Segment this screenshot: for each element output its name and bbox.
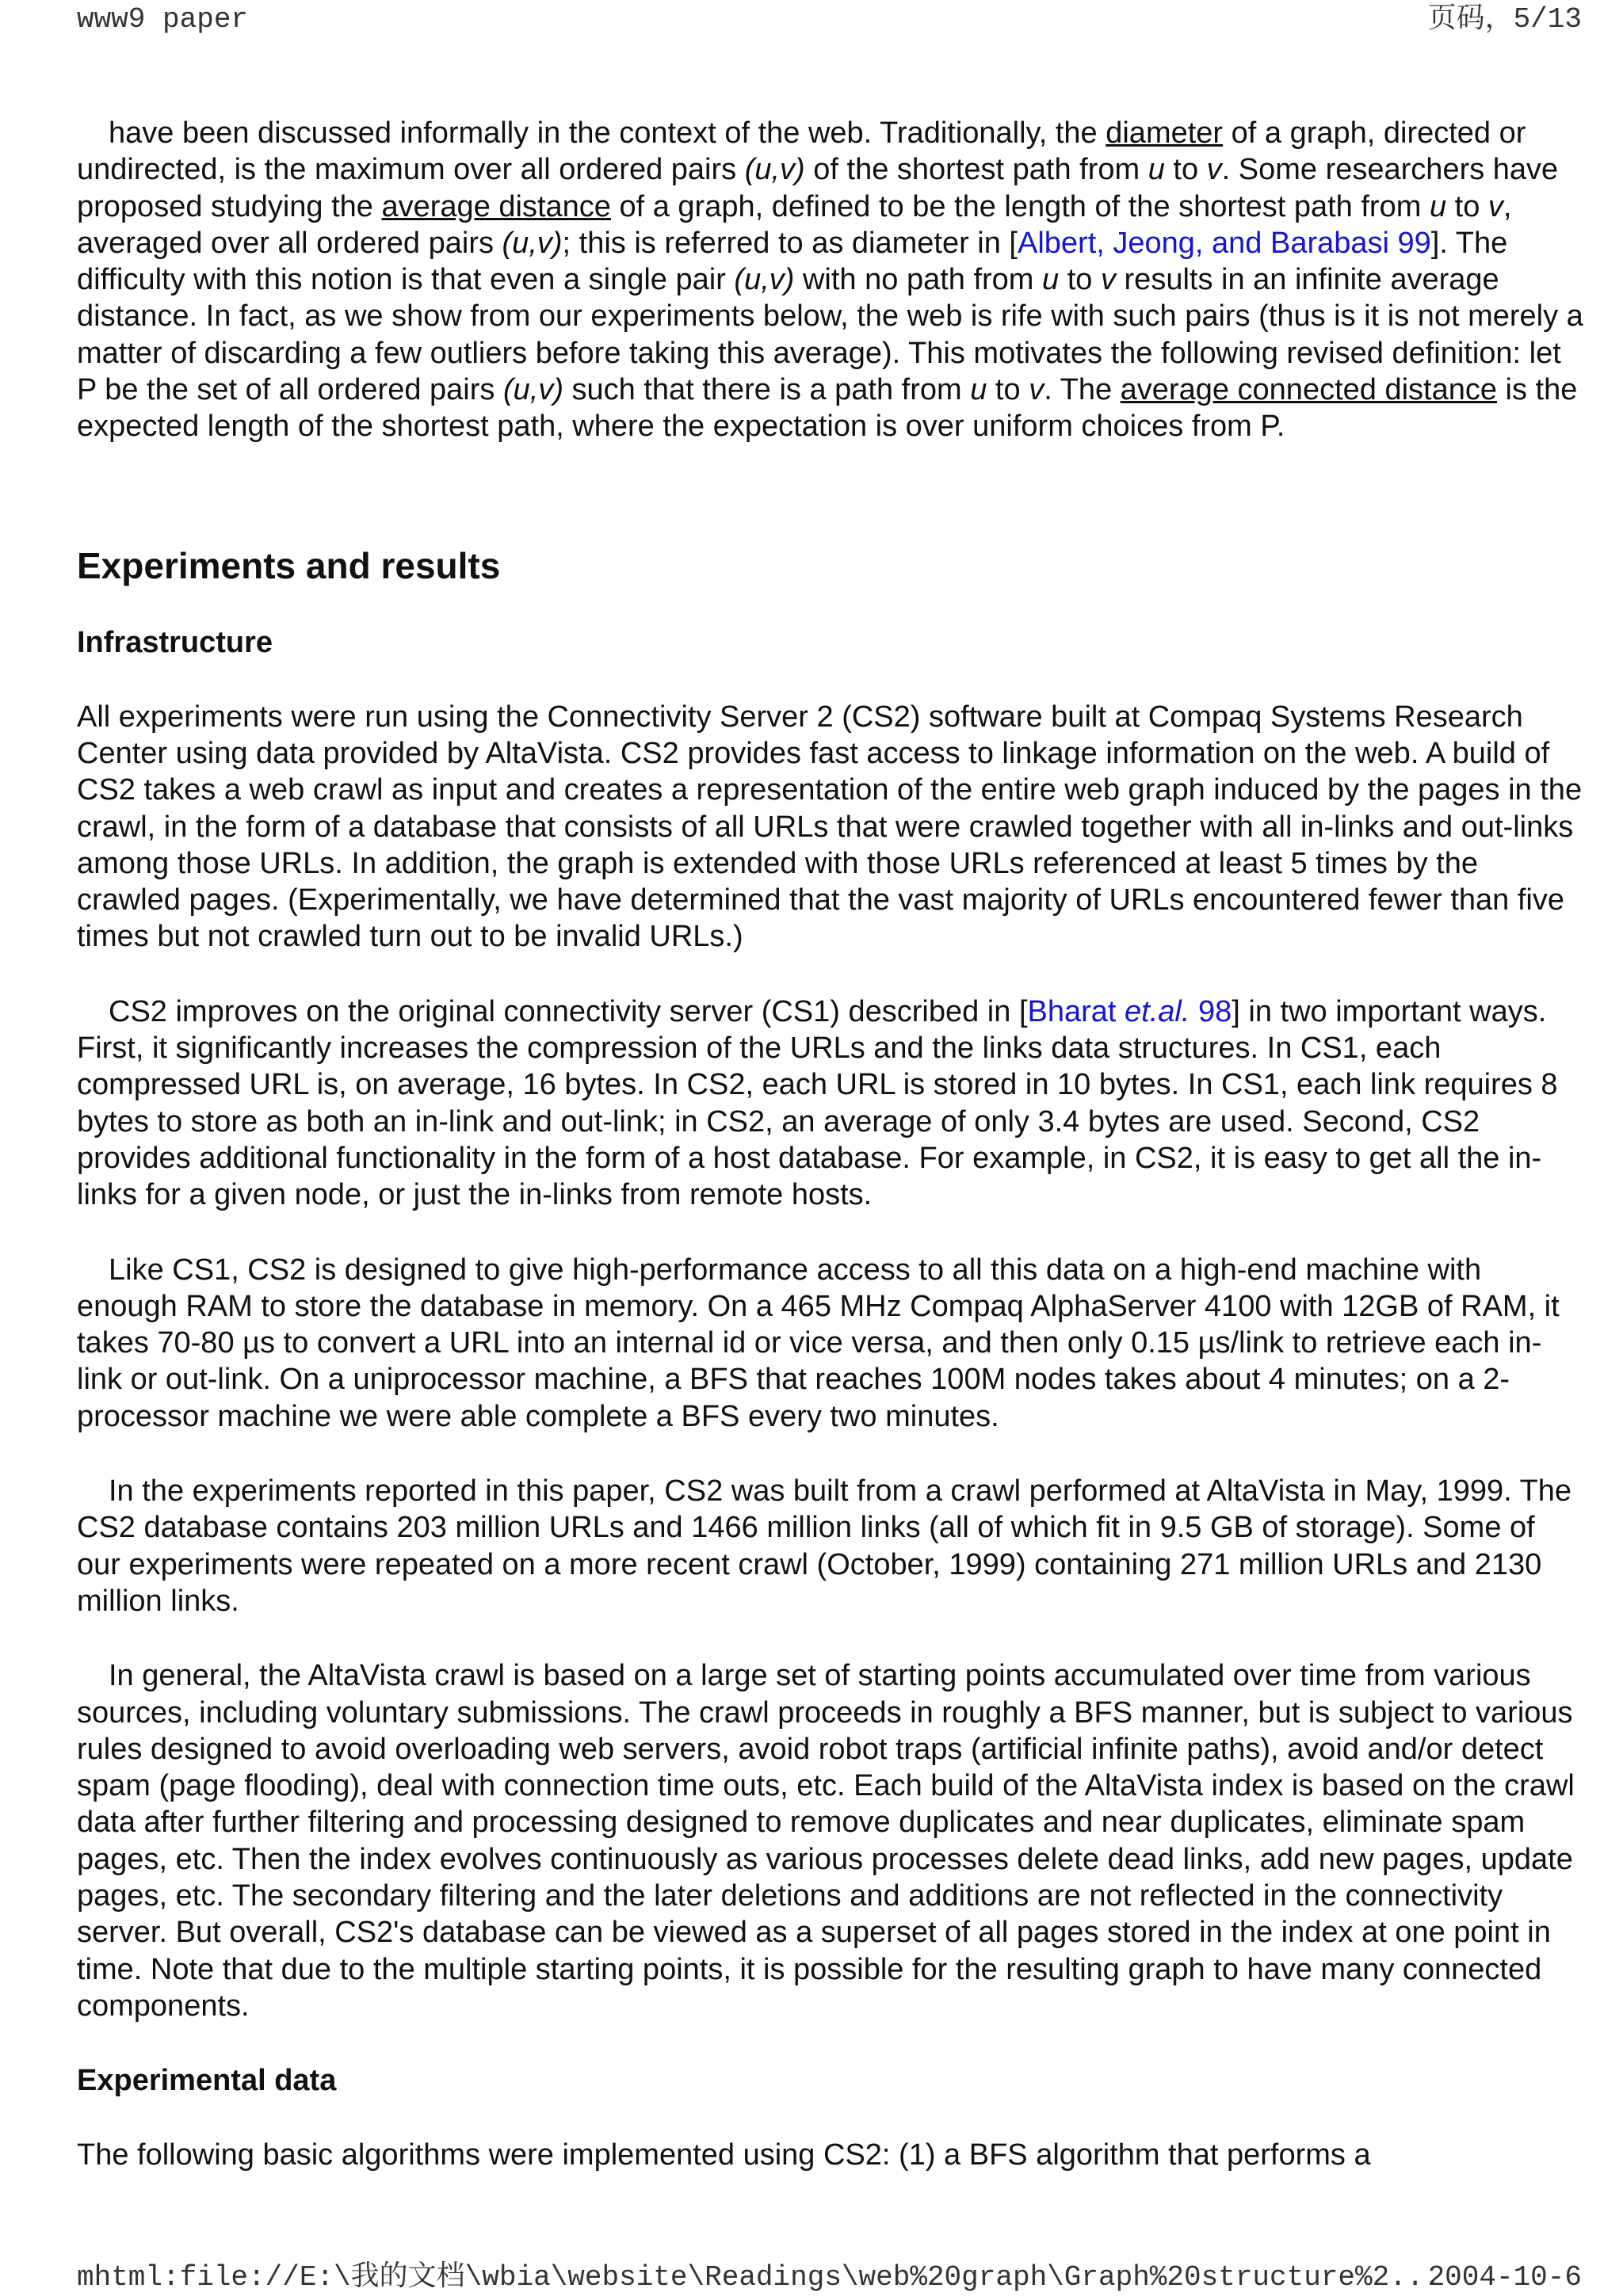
term-diameter: diameter (1106, 116, 1224, 150)
header-title: www9 paper (77, 3, 249, 36)
section-heading-experiments: Experiments and results (77, 544, 501, 586)
footer-file-path: mhtml:file://E:\我的文档\wbia\website\Readings\web%20graph\Graph%20structure%2... (77, 2261, 1442, 2294)
subsection-heading-experimental-data: Experimental data (77, 2064, 337, 2098)
page-footer (0, 2260, 1623, 2296)
page-header (0, 2, 1623, 38)
citation-link-albert[interactable]: Albert, Jeong, and Barabasi 99 (1017, 226, 1431, 260)
paragraph-infrastructure-4: In the experiments reported in this paper, CS2 was built from a crawl performed at AltaVista in May, 1999. The CS2 database contains 203 million URLs and 1466 million links (all of which fit in 9.5 GB of storage). Some of our experiments were repeated on a more recent crawl (October, 1999) containing 271 million URLs and 2130 million links. (77, 1474, 1572, 1618)
paragraph-diameter: have been discussed informally in the context of the web. Traditionally, the diameter of a graph, directed or undirected, is the maximum over all ordered pairs (u,v) of the shortest path from u to v. Some researchers have proposed studying the average distance of a graph, defined to be the length of the shortest path from u to v, averaged over all ordered pairs (u,v); this is referred to as diameter in [Albert, Jeong, and Barabasi 99]. The difficulty with this notion is that even a single pair (u,v) with no path from u to v results in an infinite average distance. In fact, as we show from our experiments below, the web is rife with such pairs (thus is it is not merely a matter of discarding a few outliers before taking this average). This motivates the following revised definition: let P be the set of all ordered pairs (u,v) such that there is a path from u to v. The average connected distance is the expected length of the shortest path, where the expectation is over uniform choices from P. (77, 116, 1583, 444)
citation-link-bharat[interactable]: Bharat et.al. 98 (1027, 994, 1232, 1028)
paragraph-infrastructure-2: CS2 improves on the original connectivity server (CS1) described in [Bharat et.al. 98] in two important ways. First, it significantly increases the compression of the URLs and the links data structures. In CS1, each compressed URL is, on average, 16 bytes. In CS2, each URL is stored in 10 bytes. In CS1, each link requires 8 bytes to store as both an in-link and out-link; in CS2, an average of only 3.4 bytes are used. Second, CS2 provides additional functionality in the form of a host database. For example, in CS2, it is easy to get all the in-links for a given node, or just the in-links from remote hosts. (77, 994, 1558, 1212)
term-average-distance: average distance (381, 189, 611, 223)
paragraph-infrastructure-3: Like CS1, CS2 is designed to give high-performance access to all this data on a high-end machine with enough RAM to store the database in memory. On a 465 MHz Compaq AlphaServer 4100 with 12GB of RAM, it takes 70-80 µs to convert a URL into an internal id or vice versa, and then only 0.15 µs/link to retrieve each in-link or out-link. On a uniprocessor machine, a BFS that reaches 100M nodes takes about 4 minutes; on a 2-processor machine we were able complete a BFS every two minutes. (77, 1253, 1560, 1433)
paragraph-experimental-data-1: The following basic algorithms were implemented using CS2: (1) a BFS algorithm that performs a (77, 2138, 1371, 2172)
header-page-number: 页码，5/13 (1427, 3, 1582, 36)
document-body (77, 115, 1587, 2173)
paragraph-infrastructure-5: In general, the AltaVista crawl is based on a large set of starting points accumulated over time from various sources, including voluntary submissions. The crawl proceeds in roughly a BFS manner, but is subject to various rules designed to avoid overloading web servers, avoid robot traps (artificial infinite paths), avoid and/or detect spam (page flooding), deal with connection time outs, etc. Each build of the AltaVista index is based on the crawl data after further filtering and processing designed to remove duplicates and near duplicates, eliminate spam pages, etc. Then the index evolves continuously as various processes delete dead links, add new pages, update pages, etc. The secondary filtering and the later deletions and additions are not reflected in the connectivity server. But overall, CS2's database can be viewed as a superset of all pages stored in the index at one point in time. Note that due to the multiple starting points, it is possible for the resulting graph to have many connected components. (77, 1659, 1575, 2023)
paragraph-infrastructure-1: All experiments were run using the Connectivity Server 2 (CS2) software built at Compaq Systems Research Center using data provided by AltaVista. CS2 provides fast access to linkage information on the web. A build of CS2 takes a web crawl as input and creates a representation of the entire web graph induced by the pages in the crawl, in the form of a database that consists of all URLs that were crawled together with all in-links and out-links among those URLs. In addition, the graph is extended with those URLs referenced at least 5 times by the crawled pages. (Experimentally, we have determined that the vast majority of URLs encountered fewer than five times but not crawled turn out to be invalid URLs.) (77, 700, 1583, 954)
subsection-heading-infrastructure: Infrastructure (77, 625, 273, 659)
term-average-connected-distance: average connected distance (1120, 373, 1497, 407)
footer-date: 2004-10-6 (1427, 2261, 1582, 2294)
